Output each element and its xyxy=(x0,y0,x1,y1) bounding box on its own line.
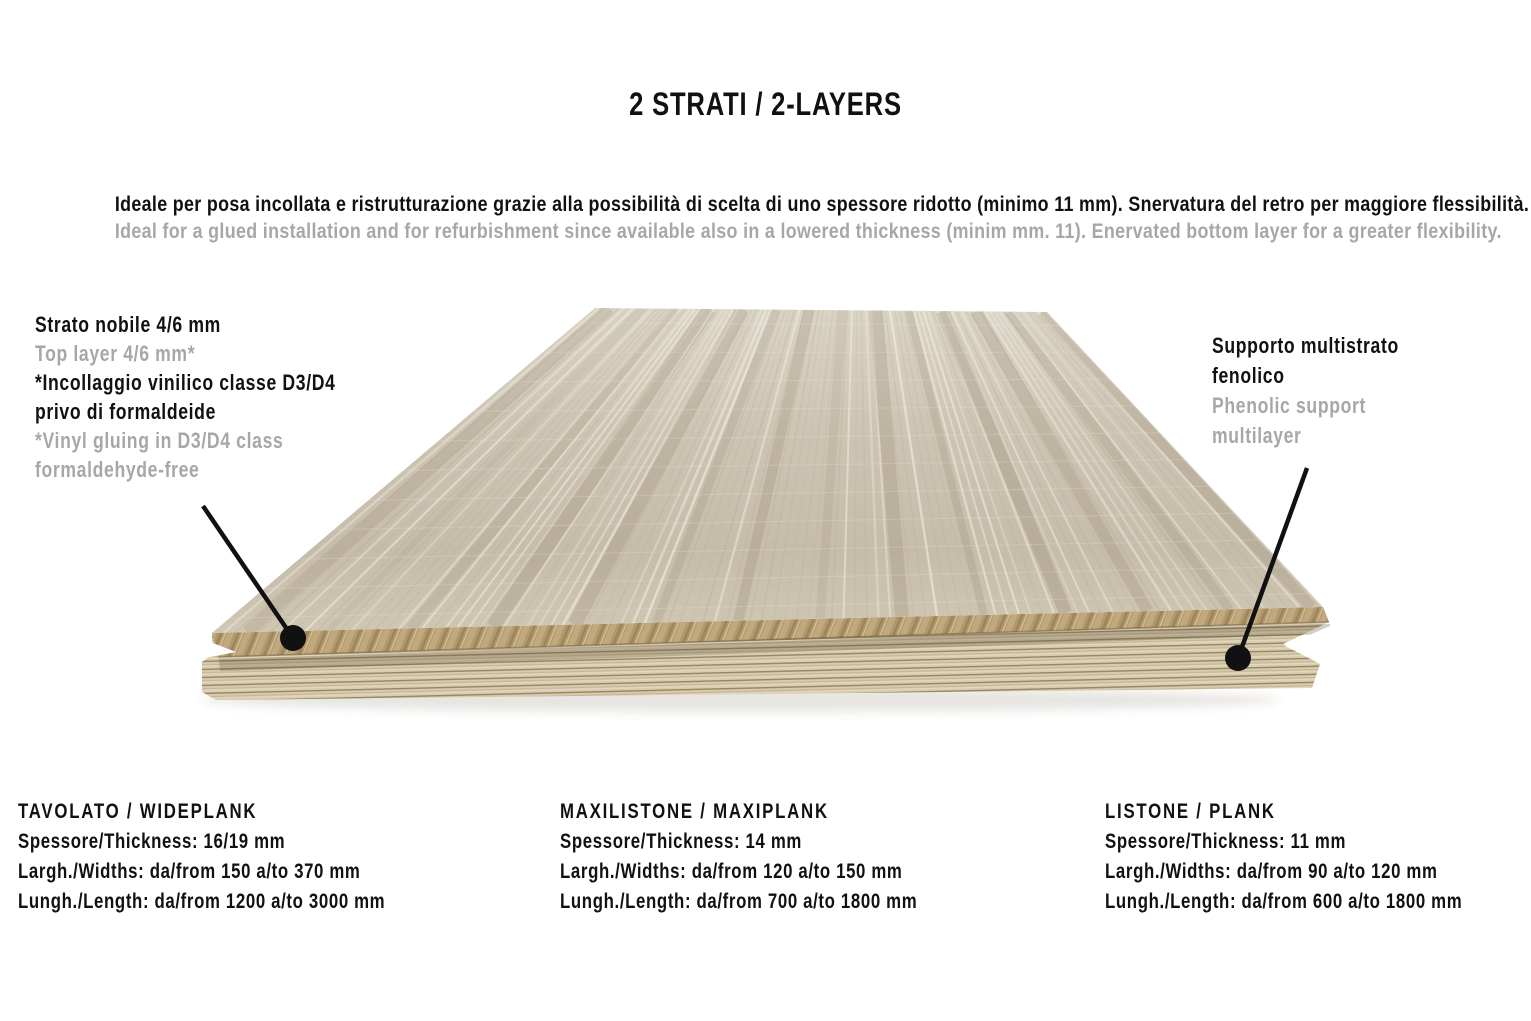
spec-column-plank xyxy=(1105,797,1462,917)
spec-name: LISTONE / PLANK xyxy=(1105,800,1276,823)
description-english: Ideal for a glued installation and for refurbishment since available also in a lowered thickness (minim mm. 11). Enervated bottom layer for a greater flexibility. xyxy=(114,220,1502,243)
callout-top-layer-line: formaldehyde-free xyxy=(35,457,200,482)
description-italian: Ideale per posa incollata e ristrutturazione grazie alla possibilità di scelta di uno spessore ridotto (minimo 11 mm). Snervatura del retro per maggiore flessibilità. xyxy=(114,193,1530,216)
spec-lengths: Lungh./Length: da/from 600 a/to 1800 mm xyxy=(1105,890,1463,913)
spec-widths: Largh./Widths: da/from 150 a/to 370 mm xyxy=(18,860,361,883)
callout-support-line: Phenolic support xyxy=(1212,393,1366,418)
callout-dot-top-layer xyxy=(280,625,306,651)
spec-widths: Largh./Widths: da/from 90 a/to 120 mm xyxy=(1105,860,1438,883)
callout-top-layer xyxy=(35,310,336,484)
callout-top-layer-line: privo di formaldeide xyxy=(35,399,217,424)
callout-top-layer-line: *Incollaggio vinilico classe D3/D4 xyxy=(35,370,336,395)
callout-support xyxy=(1212,331,1399,451)
spec-lengths: Lungh./Length: da/from 700 a/to 1800 mm xyxy=(560,890,918,913)
spec-widths: Largh./Widths: da/from 120 a/to 150 mm xyxy=(560,860,903,883)
spec-thickness: Spessore/Thickness: 14 mm xyxy=(560,830,802,853)
spec-name: MAXILISTONE / MAXIPLANK xyxy=(560,800,829,823)
callout-support-line: Supporto multistrato xyxy=(1212,333,1399,358)
callout-dot-support xyxy=(1225,645,1251,671)
callout-support-line: fenolico xyxy=(1212,363,1285,388)
callout-top-layer-line: *Vinyl gluing in D3/D4 class xyxy=(35,428,284,453)
callout-support-line: multilayer xyxy=(1212,423,1302,448)
callout-top-layer-line: Top layer 4/6 mm* xyxy=(35,341,196,366)
callout-top-layer-line: Strato nobile 4/6 mm xyxy=(35,312,221,337)
spec-thickness: Spessore/Thickness: 11 mm xyxy=(1105,830,1347,853)
spec-thickness: Spessore/Thickness: 16/19 mm xyxy=(18,830,286,853)
spec-column-wideplank xyxy=(18,797,385,917)
spec-lengths: Lungh./Length: da/from 1200 a/to 3000 mm xyxy=(18,890,386,913)
spec-name: TAVOLATO / WIDEPLANK xyxy=(18,800,258,823)
page-title: 2 STRATI / 2-LAYERS xyxy=(629,86,902,122)
spec-column-maxiplank xyxy=(560,797,917,917)
